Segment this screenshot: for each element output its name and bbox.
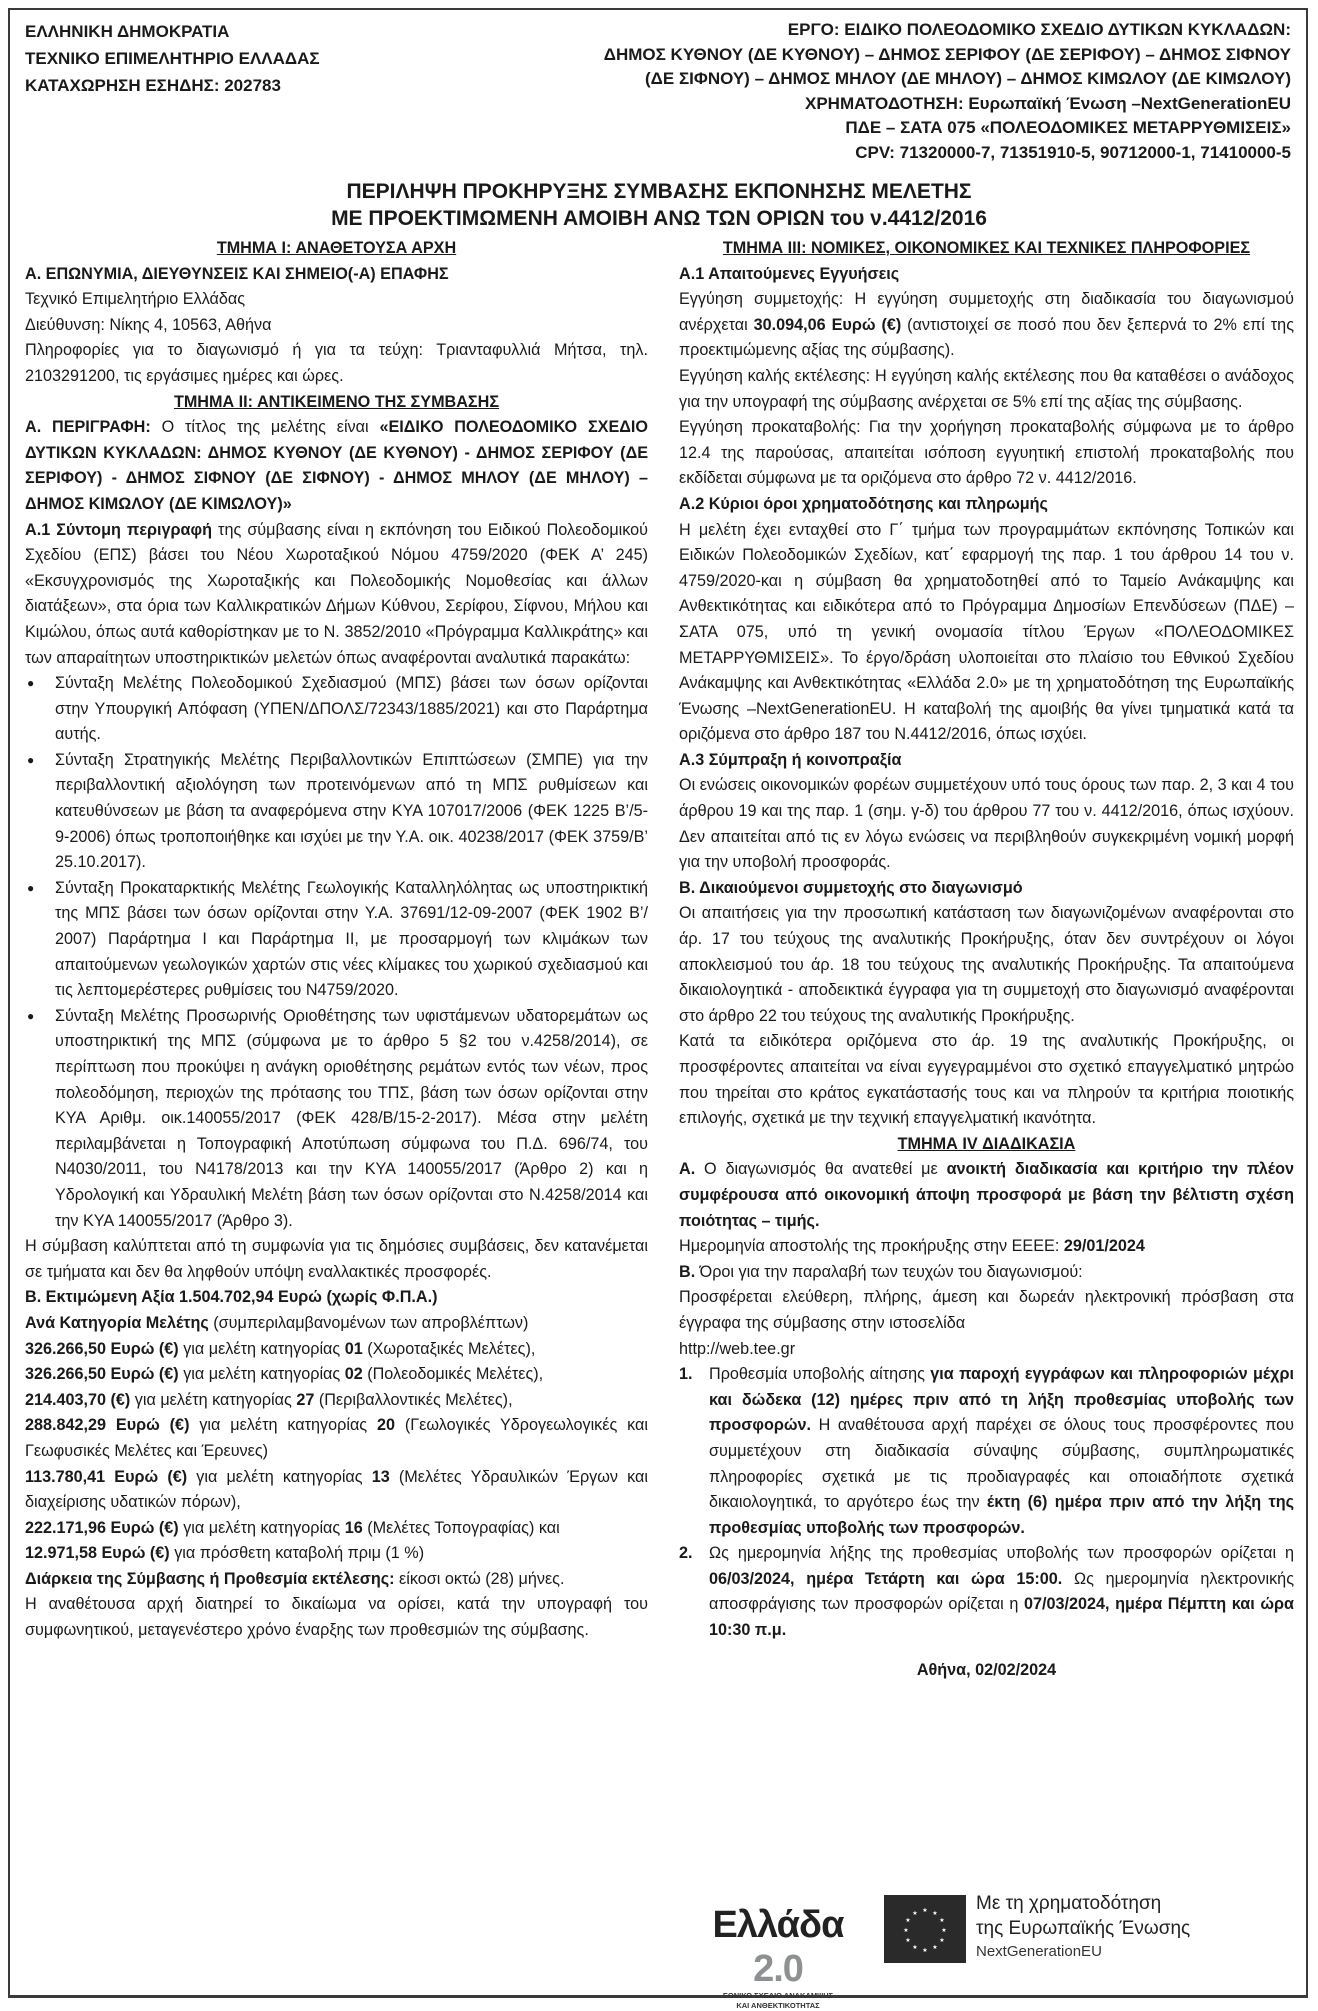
svg-text:★: ★ xyxy=(905,1937,911,1944)
ellada-subtitle-1: ΕΘΝΙΚΟ ΣΧΕΔΙΟ ΑΝΑΚΑΜΨΗΣ xyxy=(722,1991,834,2000)
header-country: ΕΛΛΗΝΙΚΗ ΔΗΜΟΚΡΑΤΙΑ xyxy=(25,22,230,41)
category-code: 02 xyxy=(344,1365,363,1384)
category-code: 16 xyxy=(344,1518,363,1537)
opening-date: 07/03/2024, ημέρα Πέμπτη και ώρα 10:30 π.μ. xyxy=(709,1595,1294,1640)
category-row xyxy=(25,1516,648,1542)
financing-heading: Α.2 Κύριοι όροι χρηματοδότησης και πληρωμής xyxy=(679,494,1048,513)
svg-text:★: ★ xyxy=(932,1944,938,1951)
svg-text:★: ★ xyxy=(905,1917,911,1924)
authority-address: Διεύθυνση: Νίκης 4, 10563, Αθήνα xyxy=(25,315,272,334)
procedure-criterion: ανοικτή διαδικασία και κριτήριο την πλέον συμφέρουσα από οικονομική άποψη προσφορά με βάση την βέλτιστη σχέση ποιότητας – τιμής. xyxy=(679,1160,1294,1230)
item-number: 1. xyxy=(679,1365,693,1384)
study-item: ● Σύνταξη Μελέτης Προσωρινής Οριοθέτησης των υφιστάμενων υδατορεμάτων ως υποστηρικτική της ΜΠΣ (σύμφωνα με το άρθρο 5 §2 του ν.4258/2014), σε περίπτωση που προκύψει η ανάγκη οριοθέτησης ρεμάτων εντός των νέων, προς πολεοδόμηση, περιοχών της πρότασης του ΤΠΣ, βάση των όσων ορίζονται στην ΚΥΑ Αριθμ. οικ.140055/2017 (ΦΕΚ 428/Β/15-2-2017). Μέσα στην μελέτη περιλαμβάνεται η Τοπογραφική Αποτύπωση σύμφωνα του Π.Δ. 696/74, του Ν4030/2011, του Ν4178/2013 και την ΚΥΑ 140055/2017 (Άρθρο 2) και η Υδρολογική και Υδραυλική Μελέτη βάση των όσων ορίζονται στο Ν.4258/2014 και την ΚΥΑ 140055/2017 (Άρθρο 3). xyxy=(25,1004,648,1234)
svg-text:★: ★ xyxy=(941,1927,947,1934)
category-code: 27 xyxy=(296,1390,315,1409)
bonus-amount: 12.971,58 Ευρώ (€) xyxy=(25,1544,170,1563)
category-prefix: για μελέτη κατηγορίας xyxy=(189,1416,377,1435)
duration xyxy=(25,1567,648,1593)
category-code: 20 xyxy=(376,1416,395,1435)
item-text: Προθεσμία υποβολής αίτησης xyxy=(709,1365,931,1384)
bonus-text: για πρόσθετη καταβολή πριμ (1 %) xyxy=(169,1544,425,1563)
header-funding: ΧΡΗΜΑΤΟΔΟΤΗΣΗ: Ευρωπαϊκή Ένωση –NextGenerationEU xyxy=(805,93,1291,113)
documents-label: Β. xyxy=(679,1262,696,1281)
item-text: Η αναθέτουσα αρχή παρέχει σε όλους τους προσφέροντες που συμμετέχουν στη διαδικασία σύναψης σύμβασης, συμπληρωματικές πληροφορίες σχετικά με τις προδιαγραφές και οποιαδήποτε σχετικά δικαιολογητικά, το αργότερο έως την xyxy=(709,1416,1294,1512)
per-category-heading xyxy=(25,1311,648,1337)
document-title xyxy=(0,178,1318,232)
category-amount: 214.403,70 (€) xyxy=(25,1390,131,1409)
category-amount: 288.842,29 Ευρώ (€) xyxy=(25,1416,190,1435)
section-3-title: ΤΜΗΜΑ ΙΙΙ: ΝΟΜΙΚΕΣ, ΟΙΚΟΝΟΜΙΚΕΣ ΚΑΙ ΤΕΧΝΙΚΕΣ ΠΛΗΡΟΦΟΡΙΕΣ xyxy=(722,239,1251,257)
header-project xyxy=(511,18,1291,165)
funding-logos xyxy=(680,1893,1290,2010)
duration-value: είκοσι οκτώ (28) μήνες. xyxy=(394,1569,565,1588)
category-amount: 222.171,96 Ευρώ (€) xyxy=(25,1518,179,1537)
description-label: Α. ΠΕΡΙΓΡΑΦΗ: xyxy=(25,418,151,437)
access-text: Προσφέρεται ελεύθερη, πλήρης, άμεση και δωρεάν ηλεκτρονική πρόσβαση στα έγγραφα της σύμβασης στην ιστοσελίδα xyxy=(679,1288,1294,1332)
deadline-item xyxy=(679,1362,1294,1541)
submission-deadline: 06/03/2024, ημέρα Τετάρτη και ώρα 15:00. xyxy=(709,1569,1063,1588)
category-prefix: για μελέτη κατηγορίας xyxy=(187,1467,372,1486)
short-description-label: Α.1 Σύντομη περιγραφή xyxy=(25,520,212,539)
section-4-title: ΤΜΗΜΑ IV ΔΙΑΔΙΚΑΣΙΑ xyxy=(897,1134,1076,1153)
participation-guarantee xyxy=(679,287,1294,364)
header-project-line: ΔΗΜΟΣ ΚΥΘΝΟΥ (ΔΕ ΚΥΘΝΟΥ) – ΔΗΜΟΣ ΣΕΡΙΦΟΥ (ΔΕ ΣΕΡΙΦΟΥ) – ΔΗΜΟΣ ΣΙΦΝΟΥ xyxy=(603,44,1291,64)
eligibility-text-2: Κατά τα ειδικότερα οριζόμενα στο άρ. 19 της αναλυτικής Προκήρυξης, οι προσφέροντες απαιτείται να είναι εγγεγραμμένοι στο σχετικό επαγγελματικό μητρώο που τηρείται στο κράτος εγκατάστασής τους και να πληρούν τα κριτήρια ποιοτικής επιλογής, σχετικά με την τεχνική επαγγελματική ικανότητα. xyxy=(679,1032,1294,1128)
left-column xyxy=(25,236,648,1644)
advance-guarantee: Εγγύηση προκαταβολής: Για την χορήγηση προκαταβολής σύμφωνα με το άρθρο 12.4 της παρούσας, απαιτείται ισόποση εγγυητική επιστολή προκαταβολής που εκδίδεται σύμφωνα με τα οριζόμενα στο άρθρο 72 ν. 4412/2016. xyxy=(679,418,1294,488)
estimated-value-heading: Β. Εκτιμώμενη Αξία 1.504.702,94 Ευρώ (χωρίς Φ.Π.Α.) xyxy=(25,1288,438,1307)
category-prefix: για μελέτη κατηγορίας xyxy=(178,1365,345,1384)
procedure-text xyxy=(679,1157,1294,1234)
duration-label: Διάρκεια της Σύμβασης ή Προθεσμία εκτέλεσης: xyxy=(25,1569,395,1588)
greece-2-0-logo xyxy=(688,1903,868,2011)
category-desc: (Μελέτες Τοπογραφίας) και xyxy=(362,1518,560,1537)
procedure-label: Α. xyxy=(679,1160,696,1179)
item-text: Ως ημερομηνία ηλεκτρονικής αποσφράγισης των προσφορών ορίζεται η xyxy=(709,1569,1294,1614)
category-prefix: για μελέτη κατηγορίας xyxy=(178,1339,345,1358)
tee-website-link[interactable]: http://web.tee.gr xyxy=(679,1339,796,1358)
header-project-line: ΕΡΓΟ: ΕΙΔΙΚΟ ΠΟΛΕΟΔΟΜΙΚΟ ΣΧΕΔΙΟ ΔΥΤΙΚΩΝ ΚΥΚΛΑΔΩΝ: xyxy=(787,20,1291,39)
item-number: 2. xyxy=(679,1544,693,1563)
eeee-label: Ημερομηνία αποστολής της προκήρυξης στην ΕΕΕΕ: xyxy=(679,1237,1064,1256)
category-desc: (Πολεοδομικές Μελέτες), xyxy=(362,1365,544,1384)
authority-name: Τεχνικό Επιμελητήριο Ελλάδας xyxy=(25,290,246,309)
category-row xyxy=(25,1465,648,1516)
category-amount: 113.780,41 Ευρώ (€) xyxy=(25,1467,188,1486)
title-line-1: ΠΕΡΙΛΗΨΗ ΠΡΟΚΗΡΥΞΗΣ ΣΥΜΒΑΣΗΣ ΕΚΠΟΝΗΣΗΣ ΜΕΛΕΤΗΣ xyxy=(346,180,972,203)
category-code: 13 xyxy=(371,1467,390,1486)
header-esidis-registration: ΚΑΤΑΧΩΡΗΣΗ ΕΣΗΔΗΣ: 202783 xyxy=(25,76,281,95)
eligibility-text: Οι απαιτήσεις για την προσωπική κατάσταση των διαγωνιζομένων αναφέρονται στο άρ. 17 του τεύχους της αναλυτικής Προκήρυξης, όταν δεν συντρέχουν οι λόγοι αποκλεισμού του άρ. 18 του τεύχους της αναλυτικής Προκήρυξης. Τα απαιτούμενα δικαιολογητικά - αποδεικτικά έγγραφα για τη συμμετοχή στο διαγωνισμό αναφέρονται στο άρθρο 22 του τεύχους της αναλυτικής Προκήρυξης. xyxy=(679,904,1294,1025)
study-item: ● Σύνταξη Στρατηγικής Μελέτης Περιβαλλοντικών Επιπτώσεων (ΣΜΠΕ) για την περιβαλλοντική αξιολόγηση των προτεινόμενων από τη ΜΠΣ ρυθμίσεων και κατευθύνσεων με βάση τα αναφερόμενα στην ΚΥΑ 107017/2006 (ΦΕΚ 1225 Β’/5-9-2006) όπως τροποποιήθηκε και ισχύει με την Υ.Α. οικ. 40238/2017 (ΦΕΚ 3759/Β’ 25.10.2017). xyxy=(25,748,648,876)
item-bold: έκτη (6) ημέρα πριν από την λήξη της προθεσμίας υποβολής των προσφορών. xyxy=(709,1493,1295,1537)
consortium-text: Οι ενώσεις οικονομικών φορέων συμμετέχουν υπό τους όρους των παρ. 2, 3 και 4 του άρθρου 19 και της παρ. 1 (σημ. γ-δ) του άρθρου 77 του ν. 4412/2016, όπως ισχύουν. Δεν απαιτείται από τις εν λόγω ενώσεις να περιβληθούν συγκεκριμένη νομική μορφή για την υποβολή προσφοράς. xyxy=(679,776,1294,872)
description-text: Ο τίτλος της μελέτης είναι xyxy=(150,418,380,437)
header-organization: ΤΕΧΝΙΚΟ ΕΠΙΜΕΛΗΤΗΡΙΟ ΕΛΛΑΔΑΣ xyxy=(25,49,320,68)
category-row xyxy=(25,1413,648,1464)
svg-text:★: ★ xyxy=(939,1917,945,1924)
next-generation-eu: NextGenerationEU xyxy=(976,1943,1102,1960)
svg-text:★: ★ xyxy=(922,1947,928,1954)
study-item: ● Σύνταξη Μελέτης Πολεοδομικού Σχεδιασμού (ΜΠΣ) βάσει των όσων ορίζονται στην Υπουργική Απόφαση (ΥΠΕΝ/ΔΠΟΛΣ/72343/1885/2021) και στο Παράρτημα αυτής. xyxy=(25,671,648,748)
study-item: ● Σύνταξη Προκαταρκτικής Μελέτης Γεωλογικής Καταλληλόλητας ως υποστηρικτική της ΜΠΣ βάσει των όσων ορίζονται στην Υ.Α. 37691/12-09-2007 (ΦΕΚ 1902 Β’/ 2007) Παράρτημα Ι και Παράρτημα ΙΙ, με προσαρμογή των κλιμάκων των απαιτούμενων γεωλογικών χαρτών στις νέες κλίμακες του χωρικού σχεδιασμού και τις λεπτομερέστερες ρυθμίσεις του Ν4759/2020. xyxy=(25,876,648,1004)
eu-flag-icon xyxy=(884,1895,966,1963)
category-code: 01 xyxy=(344,1339,363,1358)
category-prefix: για μελέτη κατηγορίας xyxy=(130,1390,297,1409)
participation-amount: 30.094,06 Ευρώ (€) xyxy=(753,315,902,334)
eu-funding-line-1: Με τη χρηματοδότηση xyxy=(976,1893,1162,1914)
place-date: Αθήνα, 02/02/2024 xyxy=(916,1660,1057,1679)
deadlines-list xyxy=(679,1362,1294,1644)
bonus-row xyxy=(25,1541,648,1567)
svg-text:★: ★ xyxy=(912,1944,918,1951)
svg-text:★: ★ xyxy=(912,1910,918,1917)
svg-text:★: ★ xyxy=(932,1910,938,1917)
documents-text: Όροι για την παραλαβή των τευχών του διαγωνισμού: xyxy=(695,1262,1083,1281)
authority-contact: Πληροφορίες για το διαγωνισμό ή για τα τεύχη: Τριανταφυλλιά Μήτσα, τηλ. 2103291200, τις εργάσιμες ημέρες και ώρες. xyxy=(25,341,648,385)
item-text: Ως ημερομηνία λήξης της προθεσμίας υποβολής των προσφορών ορίζεται η xyxy=(709,1544,1294,1563)
section-2-title: ΤΜΗΜΑ ΙΙ: ΑΝΤΙΚΕΙΜΕΝΟ ΤΗΣ ΣΥΜΒΑΣΗΣ xyxy=(173,392,500,411)
category-row xyxy=(25,1362,648,1388)
eligibility-heading: Β. Δικαιούμενοι συμμετοχής στο διαγωνισμό xyxy=(679,878,1023,897)
eeee-date-row xyxy=(679,1234,1294,1260)
category-amount: 326.266,50 Ευρώ (€) xyxy=(25,1339,179,1358)
per-category-label: Ανά Κατηγορία Μελέτης xyxy=(25,1313,209,1332)
svg-text:★: ★ xyxy=(922,1907,928,1914)
header-project-line: (ΔΕ ΣΙΦΝΟΥ) – ΔΗΜΟΣ ΜΗΛΟΥ (ΔΕ ΜΗΛΟΥ) – ΔΗΜΟΣ ΚΙΜΩΛΟΥ (ΔΕ ΚΙΜΩΛΟΥ) xyxy=(645,69,1291,88)
section-1-title: ΤΜΗΜΑ Ι: ΑΝΑΘΕΤΟΥΣΑ ΑΡΧΗ xyxy=(216,239,457,257)
consortium-heading: Α.3 Σύμπραξη ή κοινοπραξία xyxy=(679,750,902,769)
start-right-text: Η αναθέτουσα αρχή διατηρεί το δικαίωμα να ορίσει, κατά την υπογραφή του συμφωνητικού, μεταγενέστερο χρόνο έναρξης των προθεσμιών της σύμβασης. xyxy=(25,1595,648,1640)
category-desc: (Μελέτες Υδραυλικών Έργων και διαχείρισης υδατικών πόρων), xyxy=(25,1467,648,1512)
svg-text:★: ★ xyxy=(903,1927,909,1934)
category-row xyxy=(25,1337,648,1363)
header-pde: ΠΔΕ – ΣΑΤΑ 075 «ΠΟΛΕΟΔΟΜΙΚΕΣ ΜΕΤΑΡΡΥΘΜΙΣΕΙΣ» xyxy=(845,118,1291,137)
short-description-text: της σύμβασης είναι η εκπόνηση του Ειδικού Πολεοδομικού Σχεδίου (ΕΠΣ) βάσει του Νέου Χωροταξικού Νόμου 4759/2020 (ΦΕΚ Α’ 245) «Εκσυγχρονισμός της Χωροταξικής και Πολεοδομικής Νομοθεσίας και άλλων διατάξεων», στα όρια των Καλλικρατικών Δήμων Κύθνου, Σερίφου, Σίφνου, Μήλου και Κιμώλου, όπως αυτά καθορίστηκαν με το Ν. 3852/2010 «Πρόγραμμα Καλλικράτης» και των απαραίτητων υποστηρικτικών μελετών όπως αναφέρονται αναλυτικά παρακάτω: xyxy=(25,520,648,667)
ellada-subtitle-2: ΚΑΙ ΑΝΘΕΚΤΙΚΟΤΗΤΑΣ xyxy=(736,2001,820,2010)
category-desc: (Γεωλογικές Υδρογεωλογικές και Γεωφυσικές Μελέτες και Έρευνες) xyxy=(25,1416,648,1460)
section-1-a-heading: Α. ΕΠΩΝΥΜΙΑ, ΔΙΕΥΘΥΝΣΕΙΣ ΚΑΙ ΣΗΜΕΙΟ(-Α) ΕΠΑΦΗΣ xyxy=(25,264,449,283)
financing-text: Η μελέτη έχει ενταχθεί στο Γ΄ τμήμα των προγραμμάτων εκπόνησης Τοπικών και Ειδικών Πολεοδομικών Σχεδίων, κατ΄ εφαρμογή της παρ. 1 του άρθρου 14 του ν. 4759/2020-και η σύμβαση θα χρηματοδοτηθεί από το Ταμείο Ανάκαμψης και Ανθεκτικότητας και ειδικότερα από το Πρόγραμμα Δημοσίων Επενδύσεων (ΠΔΕ) – ΣΑΤΑ 075, υπό τη γενική ονομασία τίτλου Έργων «ΠΟΛΕΟΔΟΜΙΚΕΣ ΜΕΤΑΡΡΥΘΜΙΣΕΙΣ». Το έργο/δράση υλοποιείται στο πλαίσιο του Εθνικού Σχεδίου Ανάκαμψης και Ανθεκτικότητας «Ελλάδα 2.0» με τη χρηματοδότηση της Ευρωπαϊκής Ένωσης –NextGenerationEU. Η καταβολή της αμοιβής θα γίνει τμηματικά κατά τα οριζόμενα στο άρθρο 187 του Ν.4412/2016, όπως ισχύει. xyxy=(679,520,1294,744)
studies-list xyxy=(25,671,648,1234)
eu-funding-text xyxy=(976,1891,1190,1963)
documents-terms xyxy=(679,1260,1294,1286)
participation-text: Εγγύηση συμμετοχής: Η εγγύηση συμμετοχής στη διαδικασία του διαγωνισμού ανέρχεται xyxy=(679,290,1294,334)
performance-guarantee: Εγγύηση καλής εκτέλεσης: Η εγγύηση καλής εκτέλεσης που θα καταθέσει ο ανάδοχος για την υπογραφή της σύμβασης ανέρχεται σε 5% επί της αξίας της σύμβασης. xyxy=(679,366,1294,411)
right-column xyxy=(679,236,1294,1683)
eu-funding-line-2: της Ευρωπαϊκής Ένωσης xyxy=(976,1918,1191,1939)
title-line-2: ΜΕ ΠΡΟΕΚΤΙΜΩΜΕΝΗ ΑΜΟΙΒΗ ΑΝΩ ΤΩΝ ΟΡΙΩΝ του ν.4412/2016 xyxy=(331,207,987,230)
header-cpv: CPV: 71320000-7, 71351910-5, 90712000-1, 71410000-5 xyxy=(855,142,1291,162)
category-amount: 326.266,50 Ευρώ (€) xyxy=(25,1365,179,1384)
deadline-item xyxy=(679,1541,1294,1643)
ellada-word: Ελλάδα xyxy=(712,1904,844,1946)
greece-2-0-wordmark xyxy=(688,1903,868,1991)
category-desc: (Περιβαλλοντικές Μελέτες), xyxy=(314,1390,513,1409)
svg-text:★: ★ xyxy=(939,1937,945,1944)
per-category-note: (συμπεριλαμβανομένων των απροβλέπτων) xyxy=(208,1313,529,1332)
short-description xyxy=(25,518,648,672)
guarantees-heading: Α.1 Απαιτούμενες Εγγυήσεις xyxy=(679,264,900,283)
category-row xyxy=(25,1388,648,1414)
study-title: «ΕΙΔΙΚΟ ΠΟΛΕΟΔΟΜΙΚΟ ΣΧΕΔΙΟ ΔΥΤΙΚΩΝ ΚΥΚΛΑΔΩΝ: ΔΗΜΟΣ ΚΥΘΝΟΥ (ΔΕ ΚΥΘΝΟΥ) - ΔΗΜΟΣ ΣΕΡΙΦΟΥ (ΔΕ ΣΕΡΙΦΟΥ) - ΔΗΜΟΣ ΣΙΦΝΟΥ (ΔΕ ΣΙΦΝΟΥ) - ΔΗΜΟΣ ΜΗΛΟΥ (ΔΕ ΜΗΛΟΥ) – ΔΗΜΟΣ ΚΙΜΩΛΟΥ (ΔΕ ΚΙΜΩΛΟΥ)» xyxy=(25,418,648,513)
coverage-text: Η σύμβαση καλύπτεται από τη συμφωνία για τις δημόσιες συμβάσεις, δεν κατανέμεται σε τμήματα και δεν θα ληφθούν υπόψη εναλλακτικές προσφορές. xyxy=(25,1237,648,1281)
ellada-version: 2.0 xyxy=(753,1948,803,1990)
category-prefix: για μελέτη κατηγορίας xyxy=(178,1518,345,1537)
category-desc: (Χωροταξικές Μελέτες), xyxy=(362,1339,536,1358)
procedure-prefix: Ο διαγωνισμός θα ανατεθεί με xyxy=(695,1160,947,1179)
item-bold: για παροχή εγγράφων και πληροφοριών μέχρι και δώδεκα (12) ημέρες πριν από τη λήξη προθεσμίας υποβολής των προσφορών. xyxy=(709,1365,1295,1435)
header-issuer xyxy=(25,18,320,99)
eeee-date: 29/01/2024 xyxy=(1063,1237,1145,1256)
section-2-description xyxy=(25,415,648,517)
participation-note: (αντιστοιχεί σε ποσό που δεν ξεπερνά το 2% επί της προεκτιμώμενης αξίας της σύμβασης). xyxy=(679,315,1294,360)
